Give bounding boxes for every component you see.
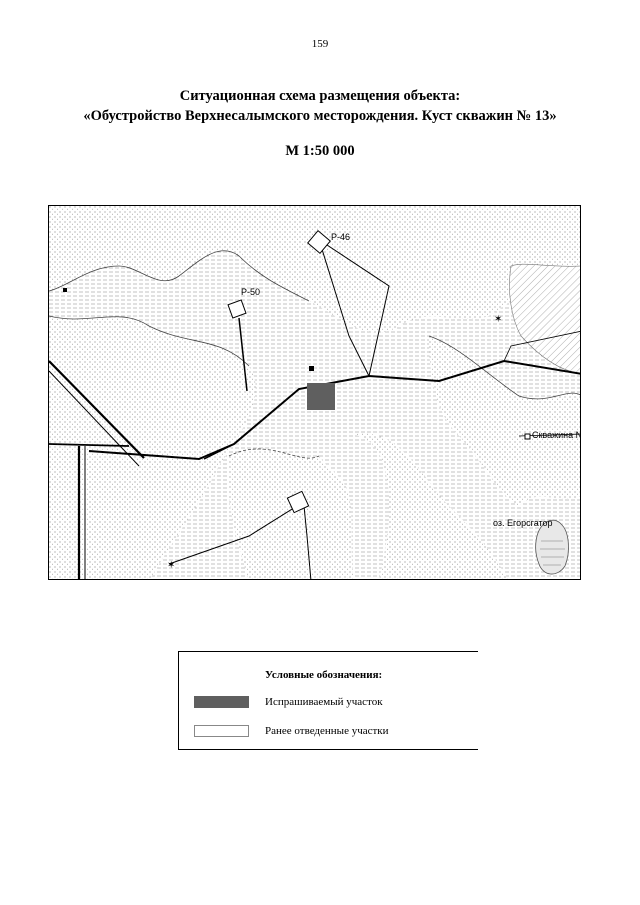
label-well-r46: Р-46 [331,232,351,242]
legend-label-previous: Ранее отведенные участки [265,725,389,737]
plot-well-east [525,434,530,439]
situational-map [48,205,581,580]
svg-text:✶: ✶ [167,560,176,571]
page-number: 159 [311,38,329,50]
legend-label-requested: Испрашиваемый участок [265,696,383,708]
map-canvas [49,206,581,580]
legend-swatch-requested [194,696,249,708]
requested-plot [307,383,335,410]
page-subtitle: «Обустройство Верхнесалымского месторождения. Куст скважин № 13» [83,108,557,124]
svg-text:✶: ✶ [494,314,503,325]
lake-egorsgator [536,520,569,574]
legend-title: Условные обозначения: [265,669,383,681]
legend-swatch-previous [194,725,249,737]
map-scale: М 1:50 000 [285,143,355,159]
page-title: Ситуационная схема размещения объекта: [179,88,461,104]
label-well-r50: Р-50 [241,287,261,297]
label-lake: оз. Егорсгатор [493,518,553,528]
map-legend [178,651,478,750]
label-well-right: Скважина N [532,430,582,440]
